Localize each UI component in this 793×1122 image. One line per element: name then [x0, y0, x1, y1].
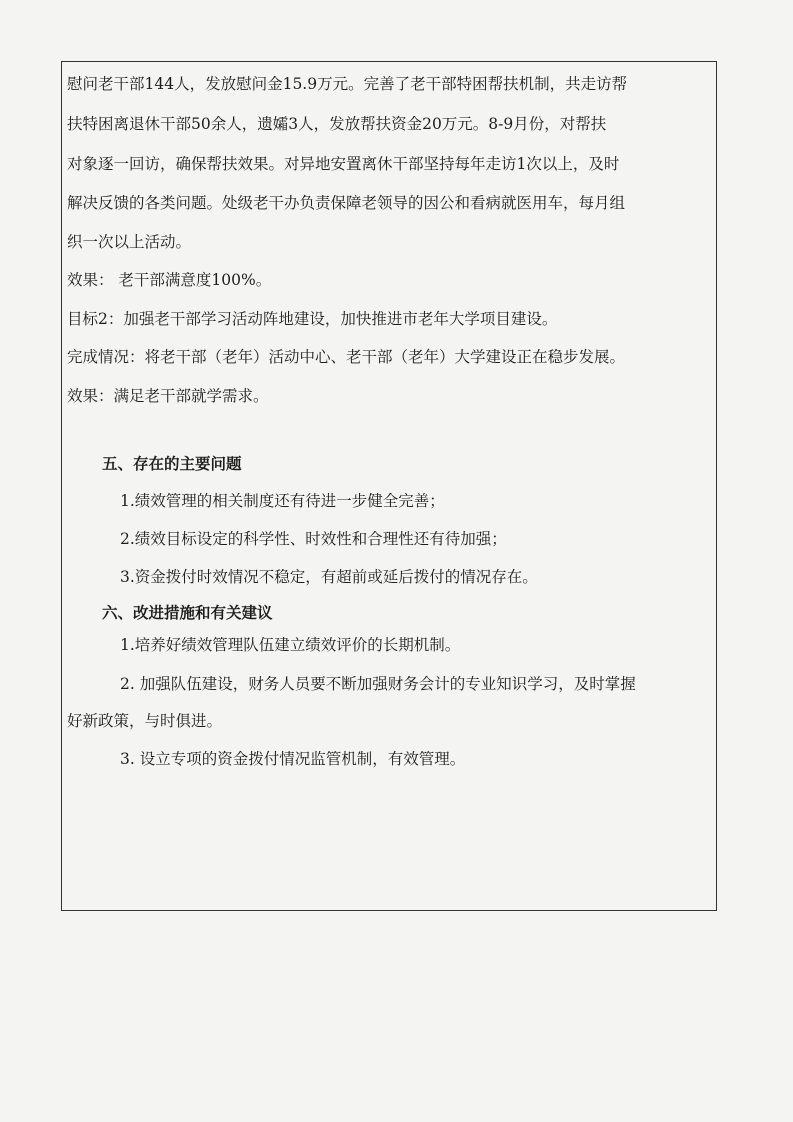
- body-line: 对象逐一回访，确保帮扶效果。对异地安置离休干部坚持每年走访1次以上，及时: [67, 155, 620, 173]
- effect-line: 效果： 老干部满意度100%。: [67, 271, 272, 289]
- measure-item-continuation: 好新政策，与时俱进。: [67, 712, 223, 730]
- goal-line: 目标2：加强老干部学习活动阵地建设，加快推进市老年大学项目建设。: [67, 310, 558, 328]
- problem-item: 3.资金拨付时效情况不稳定，有超前或延后拨付的情况存在。: [120, 568, 538, 586]
- measure-item: 3. 设立专项的资金拨付情况监管机制，有效管理。: [120, 750, 466, 768]
- section-heading-measures: 六、改进措施和有关建议: [102, 604, 273, 622]
- completion-line: 完成情况：将老干部（老年）活动中心、老干部（老年）大学建设正在稳步发展。: [67, 348, 626, 366]
- body-line: 慰问老干部144人，发放慰问金15.9万元。完善了老干部特困帮扶机制，共走访帮: [67, 75, 628, 93]
- effect-line: 效果：满足老干部就学需求。: [67, 387, 269, 405]
- problem-item: 2.绩效目标设定的科学性、时效性和合理性还有待加强；: [120, 530, 507, 548]
- body-line: 织一次以上活动。: [67, 233, 192, 251]
- problem-item: 1.绩效管理的相关制度还有待进一步健全完善；: [120, 492, 445, 510]
- body-line: 解决反馈的各类问题。处级老干办负责保障老领导的因公和看病就医用车，每月组: [67, 194, 626, 212]
- body-line: 扶特困离退休干部50余人，遗孀3人，发放帮扶资金20万元。8-9月份，对帮扶: [67, 115, 607, 133]
- table-border: [61, 61, 717, 911]
- section-heading-problems: 五、存在的主要问题: [102, 455, 242, 473]
- measure-item: 1.培养好绩效管理队伍建立绩效评价的长期机制。: [120, 636, 461, 654]
- measure-item: 2. 加强队伍建设，财务人员要不断加强财务会计的专业知识学习，及时掌握: [120, 675, 636, 693]
